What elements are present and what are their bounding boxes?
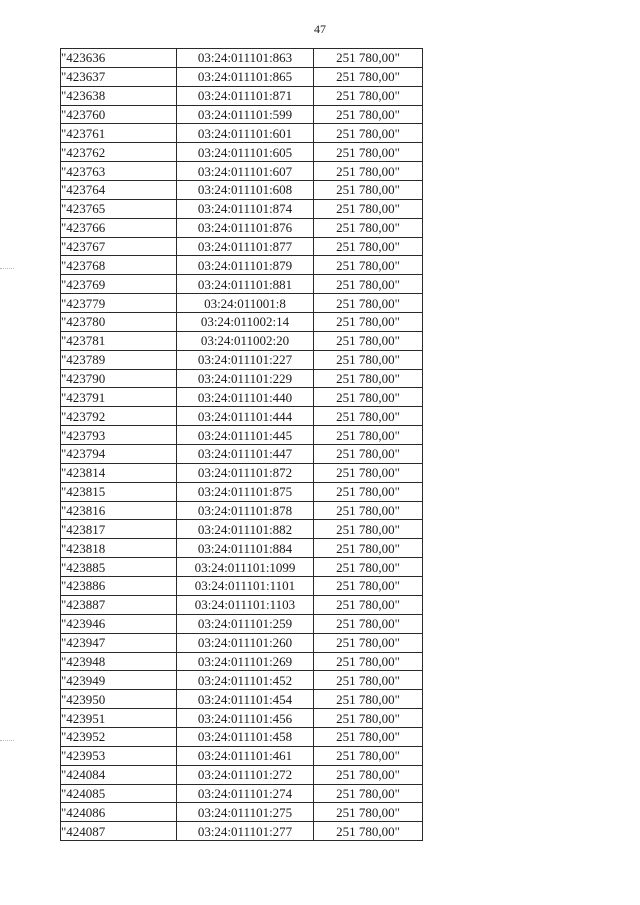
object-id-cell: "424086 <box>61 803 177 822</box>
value-cell: 251 780,00" <box>314 331 423 350</box>
cadastral-number-cell: 03:24:011001:8 <box>177 294 314 313</box>
table-row <box>61 407 423 426</box>
table-row <box>61 275 423 294</box>
table-row <box>61 331 423 350</box>
table-row <box>61 294 423 313</box>
value-cell: 251 780,00" <box>314 765 423 784</box>
table-row <box>61 558 423 577</box>
table-row <box>61 765 423 784</box>
cadastral-number-cell: 03:24:011101:879 <box>177 256 314 275</box>
cadastral-number-cell: 03:24:011101:445 <box>177 426 314 445</box>
table-row <box>61 181 423 200</box>
table-row <box>61 539 423 558</box>
cadastral-number-cell: 03:24:011101:878 <box>177 501 314 520</box>
table-row <box>61 350 423 369</box>
table-row <box>61 482 423 501</box>
value-cell: 251 780,00" <box>314 501 423 520</box>
value-cell: 251 780,00" <box>314 49 423 68</box>
table-row <box>61 49 423 68</box>
object-id-cell: "423760 <box>61 105 177 124</box>
table-row <box>61 86 423 105</box>
cadastral-number-cell: 03:24:011101:884 <box>177 539 314 558</box>
table-row <box>61 671 423 690</box>
value-cell: 251 780,00" <box>314 614 423 633</box>
value-cell: 251 780,00" <box>314 482 423 501</box>
value-cell: 251 780,00" <box>314 671 423 690</box>
value-cell: 251 780,00" <box>314 143 423 162</box>
table-row <box>61 501 423 520</box>
value-cell: 251 780,00" <box>314 124 423 143</box>
table-row <box>61 784 423 803</box>
object-id-cell: "423817 <box>61 520 177 539</box>
value-cell: 251 780,00" <box>314 181 423 200</box>
table-body <box>61 49 423 841</box>
value-cell: 251 780,00" <box>314 388 423 407</box>
value-cell: 251 780,00" <box>314 803 423 822</box>
scan-margin-mark <box>0 268 14 270</box>
cadastral-number-cell: 03:24:011101:607 <box>177 162 314 181</box>
value-cell: 251 780,00" <box>314 520 423 539</box>
value-cell: 251 780,00" <box>314 162 423 181</box>
value-cell: 251 780,00" <box>314 218 423 237</box>
cadastral-number-cell: 03:24:011101:1099 <box>177 558 314 577</box>
cadastral-number-cell: 03:24:011101:1101 <box>177 577 314 596</box>
cadastral-number-cell: 03:24:011101:875 <box>177 482 314 501</box>
object-id-cell: "423948 <box>61 652 177 671</box>
object-id-cell: "423815 <box>61 482 177 501</box>
cadastral-number-cell: 03:24:011101:872 <box>177 463 314 482</box>
value-cell: 251 780,00" <box>314 313 423 332</box>
table-row <box>61 162 423 181</box>
cadastral-number-cell: 03:24:011101:882 <box>177 520 314 539</box>
object-id-cell: "423769 <box>61 275 177 294</box>
cadastral-number-cell: 03:24:011002:20 <box>177 331 314 350</box>
object-id-cell: "423949 <box>61 671 177 690</box>
object-id-cell: "423638 <box>61 86 177 105</box>
value-cell: 251 780,00" <box>314 690 423 709</box>
object-id-cell: "423814 <box>61 463 177 482</box>
value-cell: 251 780,00" <box>314 822 423 841</box>
cadastral-number-cell: 03:24:011101:275 <box>177 803 314 822</box>
object-id-cell: "423946 <box>61 614 177 633</box>
table-row <box>61 445 423 464</box>
table-row <box>61 388 423 407</box>
value-cell: 251 780,00" <box>314 633 423 652</box>
table-row <box>61 709 423 728</box>
cadastral-number-cell: 03:24:011002:14 <box>177 313 314 332</box>
object-id-cell: "423781 <box>61 331 177 350</box>
value-cell: 251 780,00" <box>314 67 423 86</box>
object-id-cell: "423950 <box>61 690 177 709</box>
object-id-cell: "423767 <box>61 237 177 256</box>
cadastral-number-cell: 03:24:011101:454 <box>177 690 314 709</box>
table-row <box>61 520 423 539</box>
object-id-cell: "423951 <box>61 709 177 728</box>
cadastral-number-cell: 03:24:011101:229 <box>177 369 314 388</box>
table-row <box>61 633 423 652</box>
table-row <box>61 746 423 765</box>
cadastral-number-cell: 03:24:011101:881 <box>177 275 314 294</box>
object-id-cell: "423766 <box>61 218 177 237</box>
value-cell: 251 780,00" <box>314 86 423 105</box>
object-id-cell: "423790 <box>61 369 177 388</box>
table-row <box>61 426 423 445</box>
cadastral-number-cell: 03:24:011101:259 <box>177 614 314 633</box>
table-row <box>61 614 423 633</box>
cadastral-number-cell: 03:24:011101:863 <box>177 49 314 68</box>
cadastral-number-cell: 03:24:011101:874 <box>177 199 314 218</box>
table-row <box>61 463 423 482</box>
object-id-cell: "423768 <box>61 256 177 275</box>
value-cell: 251 780,00" <box>314 237 423 256</box>
table-row <box>61 822 423 841</box>
value-cell: 251 780,00" <box>314 539 423 558</box>
cadastral-number-cell: 03:24:011101:452 <box>177 671 314 690</box>
table-row <box>61 256 423 275</box>
value-cell: 251 780,00" <box>314 652 423 671</box>
value-cell: 251 780,00" <box>314 199 423 218</box>
cadastral-number-cell: 03:24:011101:461 <box>177 746 314 765</box>
cadastral-number-cell: 03:24:011101:269 <box>177 652 314 671</box>
cadastral-number-cell: 03:24:011101:876 <box>177 218 314 237</box>
value-cell: 251 780,00" <box>314 369 423 388</box>
object-id-cell: "424087 <box>61 822 177 841</box>
table-row <box>61 803 423 822</box>
table-row <box>61 199 423 218</box>
value-cell: 251 780,00" <box>314 445 423 464</box>
value-cell: 251 780,00" <box>314 256 423 275</box>
table-row <box>61 577 423 596</box>
object-id-cell: "423792 <box>61 407 177 426</box>
value-cell: 251 780,00" <box>314 426 423 445</box>
object-id-cell: "423794 <box>61 445 177 464</box>
object-id-cell: "423762 <box>61 143 177 162</box>
cadastral-number-cell: 03:24:011101:608 <box>177 181 314 200</box>
value-cell: 251 780,00" <box>314 746 423 765</box>
object-id-cell: "423885 <box>61 558 177 577</box>
page-number: 47 <box>314 22 326 36</box>
cadastral-table <box>60 48 423 841</box>
value-cell: 251 780,00" <box>314 595 423 614</box>
cadastral-number-cell: 03:24:011101:227 <box>177 350 314 369</box>
value-cell: 251 780,00" <box>314 463 423 482</box>
object-id-cell: "423636 <box>61 49 177 68</box>
value-cell: 251 780,00" <box>314 275 423 294</box>
object-id-cell: "423779 <box>61 294 177 313</box>
cadastral-number-cell: 03:24:011101:865 <box>177 67 314 86</box>
table-row <box>61 218 423 237</box>
cadastral-number-cell: 03:24:011101:277 <box>177 822 314 841</box>
object-id-cell: "423887 <box>61 595 177 614</box>
table-row <box>61 727 423 746</box>
object-id-cell: "423761 <box>61 124 177 143</box>
cadastral-number-cell: 03:24:011101:877 <box>177 237 314 256</box>
cadastral-number-cell: 03:24:011101:871 <box>177 86 314 105</box>
cadastral-number-cell: 03:24:011101:605 <box>177 143 314 162</box>
table-row <box>61 652 423 671</box>
object-id-cell: "423953 <box>61 746 177 765</box>
object-id-cell: "423789 <box>61 350 177 369</box>
object-id-cell: "423793 <box>61 426 177 445</box>
cadastral-number-cell: 03:24:011101:260 <box>177 633 314 652</box>
table-row <box>61 67 423 86</box>
cadastral-number-cell: 03:24:011101:458 <box>177 727 314 746</box>
value-cell: 251 780,00" <box>314 784 423 803</box>
cadastral-number-cell: 03:24:011101:440 <box>177 388 314 407</box>
object-id-cell: "423816 <box>61 501 177 520</box>
value-cell: 251 780,00" <box>314 577 423 596</box>
table-row <box>61 369 423 388</box>
cadastral-number-cell: 03:24:011101:601 <box>177 124 314 143</box>
table-row <box>61 237 423 256</box>
object-id-cell: "423780 <box>61 313 177 332</box>
object-id-cell: "424085 <box>61 784 177 803</box>
table-row <box>61 595 423 614</box>
value-cell: 251 780,00" <box>314 558 423 577</box>
value-cell: 251 780,00" <box>314 105 423 124</box>
value-cell: 251 780,00" <box>314 727 423 746</box>
value-cell: 251 780,00" <box>314 294 423 313</box>
cadastral-number-cell: 03:24:011101:444 <box>177 407 314 426</box>
value-cell: 251 780,00" <box>314 350 423 369</box>
cadastral-number-cell: 03:24:011101:272 <box>177 765 314 784</box>
cadastral-number-cell: 03:24:011101:456 <box>177 709 314 728</box>
object-id-cell: "423886 <box>61 577 177 596</box>
value-cell: 251 780,00" <box>314 407 423 426</box>
cadastral-number-cell: 03:24:011101:599 <box>177 105 314 124</box>
value-cell: 251 780,00" <box>314 709 423 728</box>
scan-margin-mark <box>0 740 14 742</box>
object-id-cell: "424084 <box>61 765 177 784</box>
cadastral-number-cell: 03:24:011101:274 <box>177 784 314 803</box>
cadastral-number-cell: 03:24:011101:1103 <box>177 595 314 614</box>
object-id-cell: "423947 <box>61 633 177 652</box>
table-row <box>61 690 423 709</box>
object-id-cell: "423764 <box>61 181 177 200</box>
object-id-cell: "423637 <box>61 67 177 86</box>
object-id-cell: "423763 <box>61 162 177 181</box>
table-row <box>61 143 423 162</box>
object-id-cell: "423818 <box>61 539 177 558</box>
table-row <box>61 105 423 124</box>
object-id-cell: "423765 <box>61 199 177 218</box>
table-row <box>61 313 423 332</box>
table-row <box>61 124 423 143</box>
cadastral-number-cell: 03:24:011101:447 <box>177 445 314 464</box>
object-id-cell: "423791 <box>61 388 177 407</box>
object-id-cell: "423952 <box>61 727 177 746</box>
